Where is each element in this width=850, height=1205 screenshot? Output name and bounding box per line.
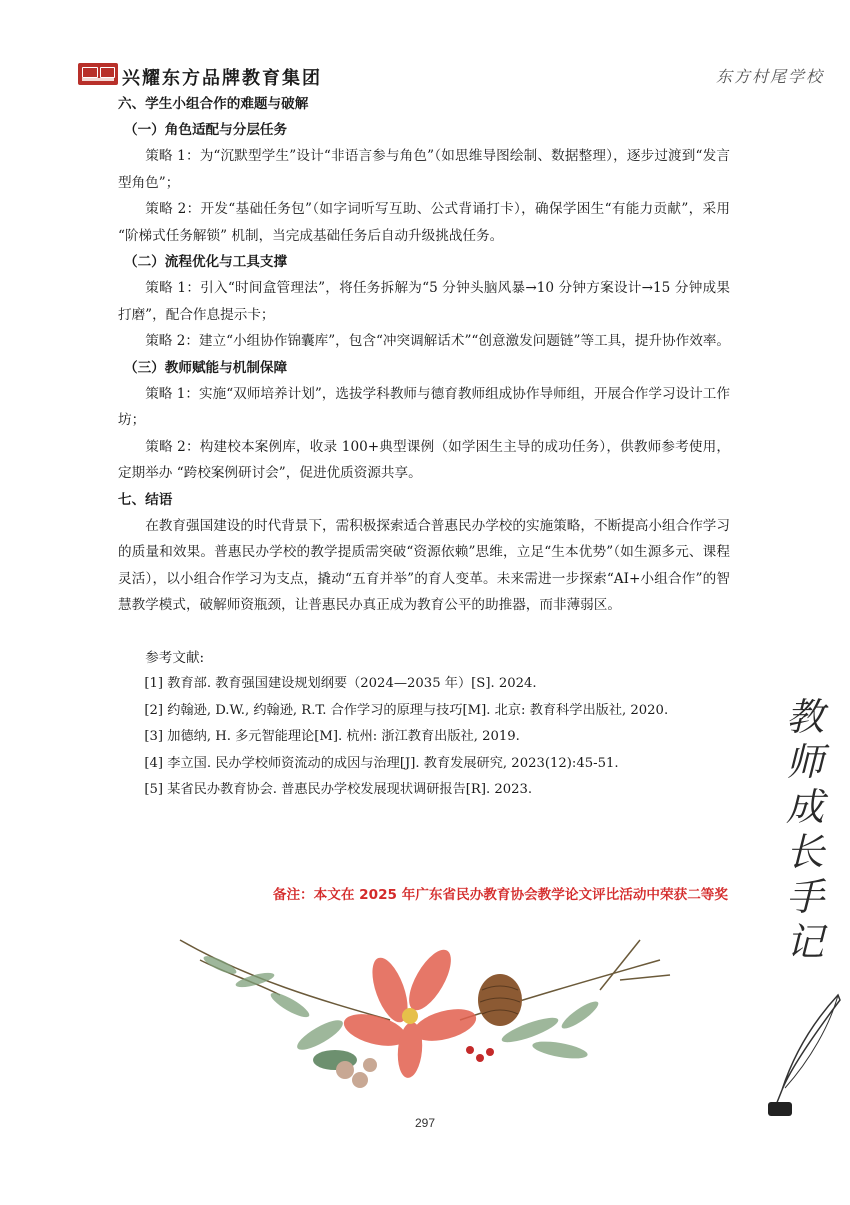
side-title-char: 记 — [785, 920, 824, 964]
school-name: 东方村尾学校 — [715, 67, 824, 86]
floral-decoration — [160, 920, 690, 1100]
brand-name: 兴耀东方品牌教育集团 — [122, 68, 322, 89]
spacer — [118, 619, 730, 645]
quill-pen-icon — [760, 990, 850, 1120]
award-note: 备注：本文在 2025 年广东省民办教育协会教学论文评比活动中荣获二等奖 — [272, 887, 728, 903]
reference-item: [3] 加德纳, H. 多元智能理论[M]. 杭州: 浙江教育出版社, 2019. — [144, 729, 520, 744]
subsection-1-paragraph-1: 策略 1：为“沉默型学生”设计“非语言参与角色”（如思维导图绘制、数据整理），逐步过渡到“发言型角色”； — [118, 148, 730, 191]
page-header — [0, 0, 850, 95]
reference-item: [4] 李立国. 民办学校师资流动的成因与治理[J]. 教育发展研究, 2023(12):45-51. — [144, 755, 619, 771]
side-title-char: 长 — [785, 830, 824, 874]
side-title — [780, 695, 830, 965]
section-7-title: 七、结语 — [118, 491, 173, 508]
article-body — [118, 91, 730, 804]
section-6-title: 六、学生小组合作的难题与破解 — [118, 96, 309, 112]
group-logo-icon — [78, 63, 118, 85]
page-number: 297 — [414, 1116, 436, 1130]
reference-item: [5] 某省民办教育协会. 普惠民办学校发展现状调研报告[R]. 2023. — [144, 782, 533, 797]
logo-strip — [82, 78, 114, 81]
references-title: 参考文献: — [145, 649, 205, 666]
side-title-char: 手 — [785, 875, 824, 919]
side-title-char: 师 — [785, 740, 824, 784]
subsection-2-title: （二）流程优化与工具支撑 — [124, 254, 288, 270]
subsection-1-title: （一）角色适配与分层任务 — [124, 122, 288, 138]
subsection-2-paragraph-2: 策略 2：建立“小组协作锦囊库”，包含“冲突调解话术”“创意激发问题链”等工具，提升协作效率。 — [145, 333, 731, 349]
subsection-3-title: （三）教师赋能与机制保障 — [124, 359, 288, 376]
side-title-char: 成 — [785, 785, 824, 829]
conclusion-paragraph: 在教育强国建设的时代背景下，需积极探索适合普惠民办学校的实施策略，不断提高小组合作学习的质量和效果。普惠民办学校的教学提质需突破“资源依赖”思维，立足“生本优势”（如生源多元、课程灵活），以小组合作学习为支点，撬动“五育并举”的育人变革。未来需进一步探索“AI+小组合作”的智慧教学模式，破解师资瓶颈，让普惠民办真正成为教育公平的助推器，而非薄弱区。 — [118, 517, 730, 613]
subsection-1-paragraph-2: 策略 2：开发“基础任务包”（如字词听写互助、公式背诵打卡），确保学困生“有能力贡献”，采用 “阶梯式任务解锁” 机制，当完成基础任务后自动升级挑战任务。 — [118, 201, 730, 244]
subsection-3-paragraph-1: 策略 1：实施“双师培养计划”，选拔学科教师与德育教师组成协作导师组，开展合作学习设计工作坊； — [118, 385, 730, 428]
side-title-char: 教 — [785, 695, 824, 739]
reference-item: [2] 约翰逊, D.W., 约翰逊, R.T. 合作学习的原理与技巧[M]. 北京: 教育科学出版社, 2020. — [144, 702, 669, 718]
subsection-3-paragraph-2: 策略 2：构建校本案例库，收录 100+典型课例（如学困生主导的成功任务），供教师参考使用， 定期举办 “跨校案例研讨会”，促进优质资源共享。 — [118, 438, 730, 481]
reference-item: [1] 教育部. 教育强国建设规划纲要（2024—2035 年）[S]. 2024. — [144, 676, 537, 691]
subsection-2-paragraph-1: 策略 1：引入“时间盒管理法”，将任务拆解为“5 分钟头脑风暴→10 分钟方案设计→15 分钟成果打磨”，配合作息提示卡； — [118, 280, 730, 323]
